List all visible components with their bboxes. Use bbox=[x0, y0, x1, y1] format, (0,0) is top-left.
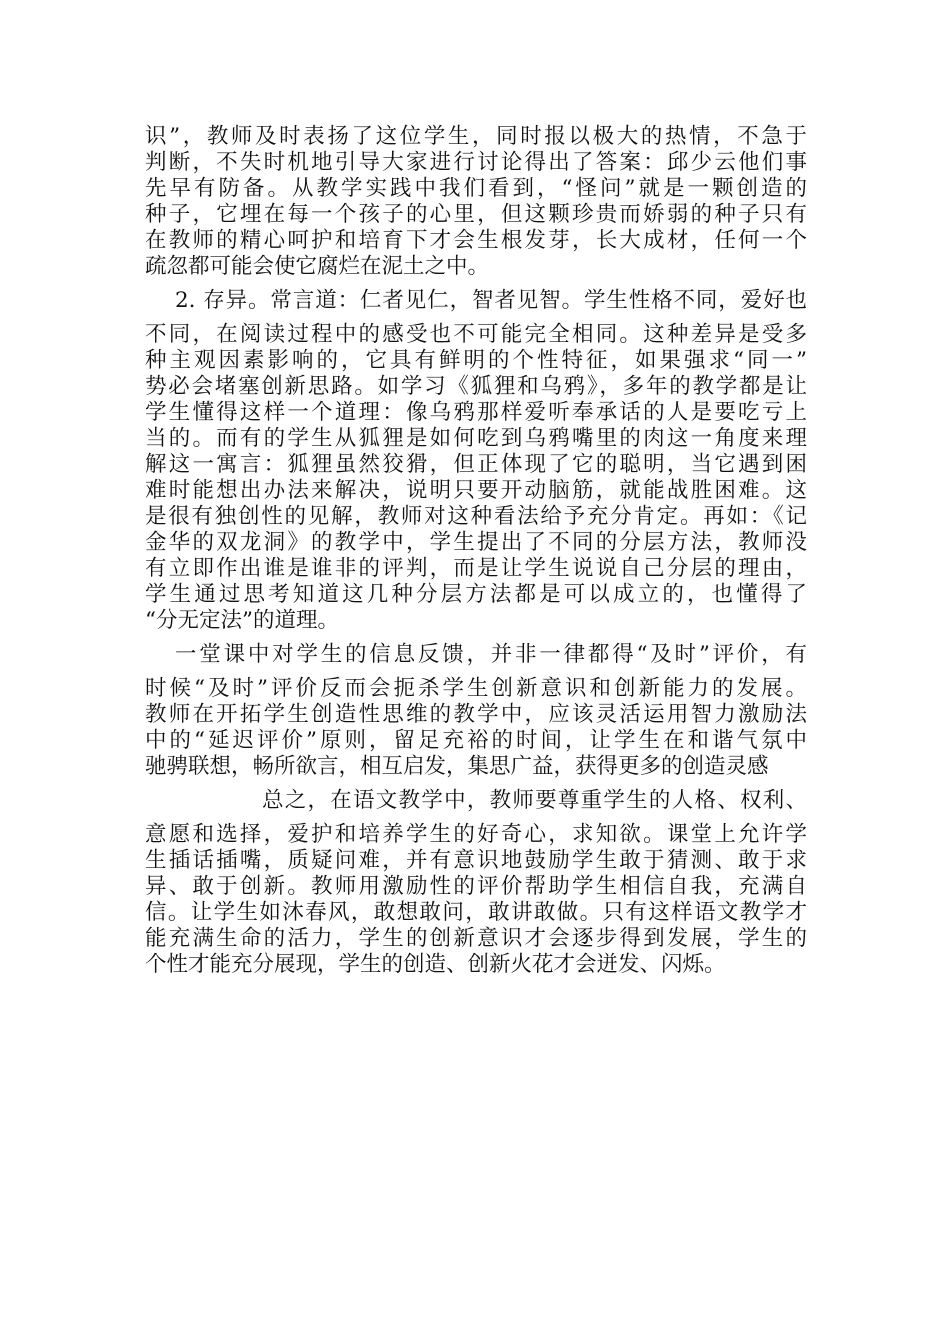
body-text-line: 当的。而有的学生从狐狸是如何吃到乌鸦嘴里的肉这一角度来理 bbox=[145, 426, 807, 451]
body-text-line: 驰骋联想，畅所欲言，相互启发，集思广益，获得更多的创造灵感 bbox=[145, 754, 769, 779]
body-text-line: 中的“延迟评价”原则，留足充裕的时间，让学生在和谐气氛中 bbox=[145, 728, 807, 753]
body-text-line: 教师在开拓学生创造性思维的教学中，应该灵活运用智力激励法 bbox=[145, 702, 807, 727]
body-text-line: 判断，不失时机地引导大家进行讨论得出了答案：邱少云他们事 bbox=[145, 150, 807, 175]
body-text-line: 识”，教师及时表扬了这位学生，同时报以极大的热情，不急于 bbox=[145, 124, 807, 149]
body-text-line: 疏忽都可能会使它腐烂在泥土之中。 bbox=[145, 254, 490, 279]
body-text-line: 异、敢于创新。教师用激励性的评价帮助学生相信自我，充满自 bbox=[145, 874, 807, 899]
body-text-line: 金华的双龙洞》的教学中，学生提出了不同的分层方法，教师没 bbox=[145, 530, 807, 555]
body-text-line: 在教师的精心呵护和培育下才会生根发芽，长大成材，任何一个 bbox=[145, 228, 807, 253]
body-text-line: 不同，在阅读过程中的感受也不可能完全相同。这种差异是受多 bbox=[145, 322, 807, 347]
body-text-line: 时候“及时”评价反而会扼杀学生创新意识和创新能力的发展。 bbox=[145, 676, 807, 701]
body-text-line: 总之，在语文教学中，教师要尊重学生的人格、权利、 bbox=[262, 788, 807, 813]
body-text-line: 学生懂得这样一个道理：像乌鸦那样爱听奉承话的人是要吃亏上 bbox=[145, 400, 807, 425]
body-text-line: 一堂课中对学生的信息反馈，并非一律都得“及时”评价，有 bbox=[175, 642, 807, 667]
section-heading-line: 2. 存异。常言道：仁者见仁，智者见智。学生性格不同，爱好也 bbox=[175, 288, 807, 313]
body-text-line: “分无定法”的道理。 bbox=[145, 608, 339, 633]
body-text-line: 种主观因素影响的，它具有鲜明的个性特征，如果强求“同一” bbox=[145, 348, 807, 373]
body-text-line: 信。让学生如沐春风，敢想敢问，敢讲敢做。只有这样语文教学才 bbox=[145, 900, 807, 925]
body-text-line: 难时能想出办法来解决，说明只要开动脑筋，就能战胜困难。这 bbox=[145, 478, 807, 503]
body-text-line: 解这一寓言：狐狸虽然狡猾，但正体现了它的聪明，当它遇到困 bbox=[145, 452, 807, 477]
body-text-line: 势必会堵塞创新思路。如学习《狐狸和乌鸦》，多年的教学都是让 bbox=[145, 374, 807, 399]
body-text-line: 种子，它埋在每一个孩子的心里，但这颗珍贵而娇弱的种子只有 bbox=[145, 202, 807, 227]
body-text-line: 有立即作出谁是谁非的评判，而是让学生说说自己分层的理由， bbox=[145, 556, 807, 581]
body-text-line: 学生通过思考知道这几种分层方法都是可以成立的，也懂得了 bbox=[145, 582, 807, 607]
body-text-line: 先早有防备。从教学实践中我们看到，“怪问”就是一颗创造的 bbox=[145, 176, 807, 201]
body-text-line: 意愿和选择，爱护和培养学生的好奇心，求知欲。课堂上允许学 bbox=[145, 822, 807, 847]
body-text-line: 生插话插嘴，质疑问难，并有意识地鼓励学生敢于猜测、敢于求 bbox=[145, 848, 807, 873]
body-text-line: 个性才能充分展现，学生的创造、创新火花才会迸发、闪烁。 bbox=[145, 952, 726, 977]
body-text-line: 能充满生命的活力，学生的创新意识才会逐步得到发展，学生的 bbox=[145, 926, 807, 951]
body-text-line: 是很有独创性的见解，教师对这种看法给予充分肯定。再如：《记 bbox=[145, 504, 807, 529]
